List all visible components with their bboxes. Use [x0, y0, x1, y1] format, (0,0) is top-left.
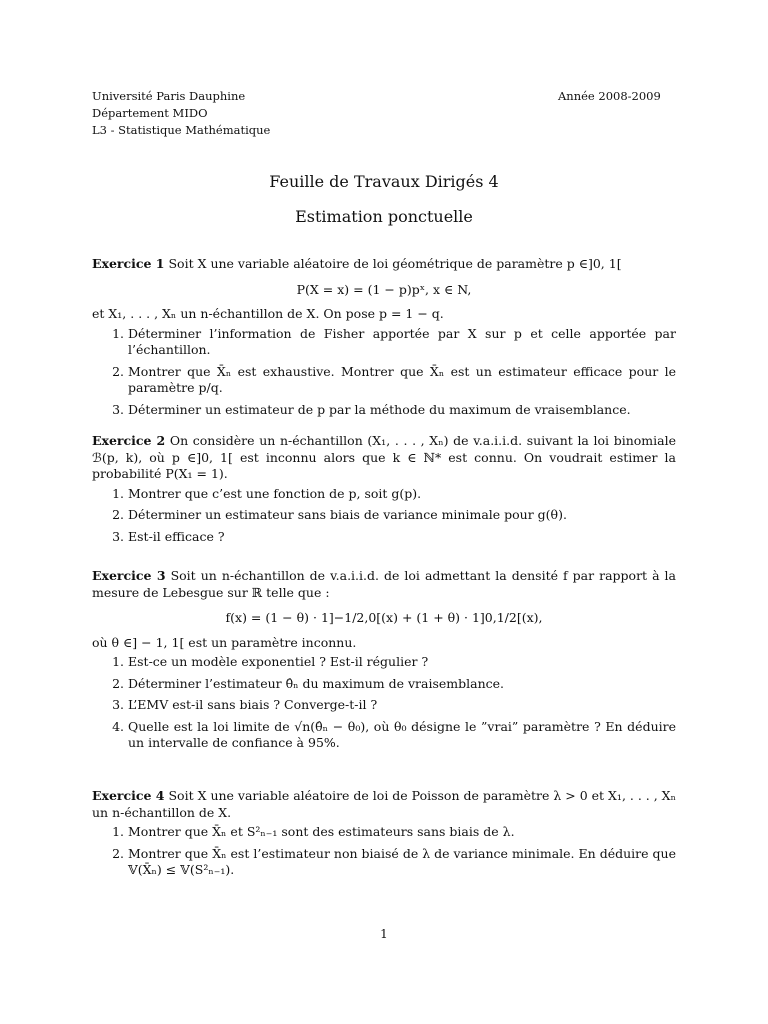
exercise-4-text: Soit X une variable aléatoire de loi de Poisson de paramètre λ > 0 et X₁, . . . , Xₙ un n-échantillon de X.	[92, 788, 676, 820]
exercise-2-label: Exercice 2	[92, 433, 166, 448]
exercise-1-label: Exercice 1	[92, 256, 165, 271]
exercise-1-questions	[92, 326, 676, 419]
question-3-2: 2. Déterminer l’estimateur θ̂ₙ du maximum de vraisemblance.	[128, 676, 676, 693]
question-1-1: 1. Déterminer l’information de Fisher apportée par X sur p et celle apportée par l’échantillon.	[128, 326, 676, 359]
sheet-subtitle: Estimation ponctuelle	[295, 207, 473, 226]
header-left	[92, 88, 270, 139]
exercise-3-equation: f(x) = (1 − θ) · 1]−1/2,0[(x) + (1 + θ) · 1]0,1/2[(x),	[225, 610, 543, 625]
exercise-4-label: Exercice 4	[92, 788, 165, 803]
exercise-3	[92, 568, 676, 757]
course-name: L3 - Statistique Mathématique	[92, 123, 271, 137]
exercise-3-questions	[92, 654, 676, 752]
exercise-1	[92, 256, 676, 423]
exercise-3-after: où θ ∈] − 1, 1[ est un paramètre inconnu.	[92, 634, 357, 650]
department-name: Département MIDO	[92, 106, 208, 120]
question-2-2: 2. Déterminer un estimateur sans biais de variance minimale pour g(θ).	[128, 507, 676, 524]
exercise-2-questions	[92, 486, 676, 546]
exercise-2	[92, 433, 676, 550]
university-name: Université Paris Dauphine	[92, 89, 246, 103]
exercise-4-intro	[92, 788, 676, 821]
exercise-2-text: On considère un n-échantillon (X₁, . . . , Xₙ) de v.a.i.i.d. suivant la loi binomiale ℬ(p, k), où p ∈]0, 1[ est inconnu alors que k ∈ ℕ* est connu. On voudrait estimer la probabilité P(X₁ = 1).	[92, 433, 676, 481]
question-2-1: 1. Montrer que c’est une fonction de p, soit g(p).	[128, 486, 676, 503]
question-3-1: 1. Est-ce un modèle exponentiel ? Est-il régulier ?	[128, 654, 676, 671]
exercise-3-text: Soit un n-échantillon de v.a.i.i.d. de loi admettant la densité f par rapport à la mesure de Lebesgue sur ℝ telle que :	[92, 568, 677, 600]
question-1-2: 2. Montrer que X̄ₙ est exhaustive. Montrer que X̄ₙ est un estimateur efficace pour le paramètre p/q.	[128, 364, 676, 397]
question-3-4: 4. Quelle est la loi limite de √n(θ̂ₙ − θ₀), où θ₀ désigne le ”vrai” paramètre ? En déduire un intervalle de confiance à 95%.	[128, 719, 676, 752]
question-4-2: 2. Montrer que X̄ₙ est l’estimateur non biaisé de λ de variance minimale. En déduire que 𝕍(X̄ₙ) ≤ 𝕍(S²ₙ₋₁).	[128, 846, 676, 879]
exercise-1-text: Soit X une variable aléatoire de loi géométrique de paramètre p ∈]0, 1[	[168, 256, 622, 271]
question-1-3: 3. Déterminer un estimateur de p par la méthode du maximum de vraisemblance.	[128, 402, 676, 419]
question-4-1: 1. Montrer que X̄ₙ et S²ₙ₋₁ sont des estimateurs sans biais de λ.	[128, 824, 676, 841]
exercise-4	[92, 788, 676, 884]
exercise-4-questions	[92, 824, 676, 879]
exercise-2-intro	[92, 433, 676, 483]
question-3-3: 3. L’EMV est-il sans biais ? Converge-t-il ?	[128, 697, 676, 714]
exercise-1-equation: P(X = x) = (1 − p)pˣ, x ∈ N,	[296, 281, 472, 297]
exercise-1-intro	[92, 256, 676, 273]
exercise-3-intro	[92, 568, 676, 601]
academic-year: Année 2008-2009	[558, 89, 661, 103]
sheet-title: Feuille de Travaux Dirigés 4	[269, 172, 499, 191]
exercise-3-label: Exercice 3	[92, 568, 166, 583]
question-2-3: 3. Est-il efficace ?	[128, 529, 676, 546]
exercise-1-after: et X₁, . . . , Xₙ un n-échantillon de X. On pose p = 1 − q.	[92, 306, 444, 321]
page-number: 1	[380, 927, 388, 941]
